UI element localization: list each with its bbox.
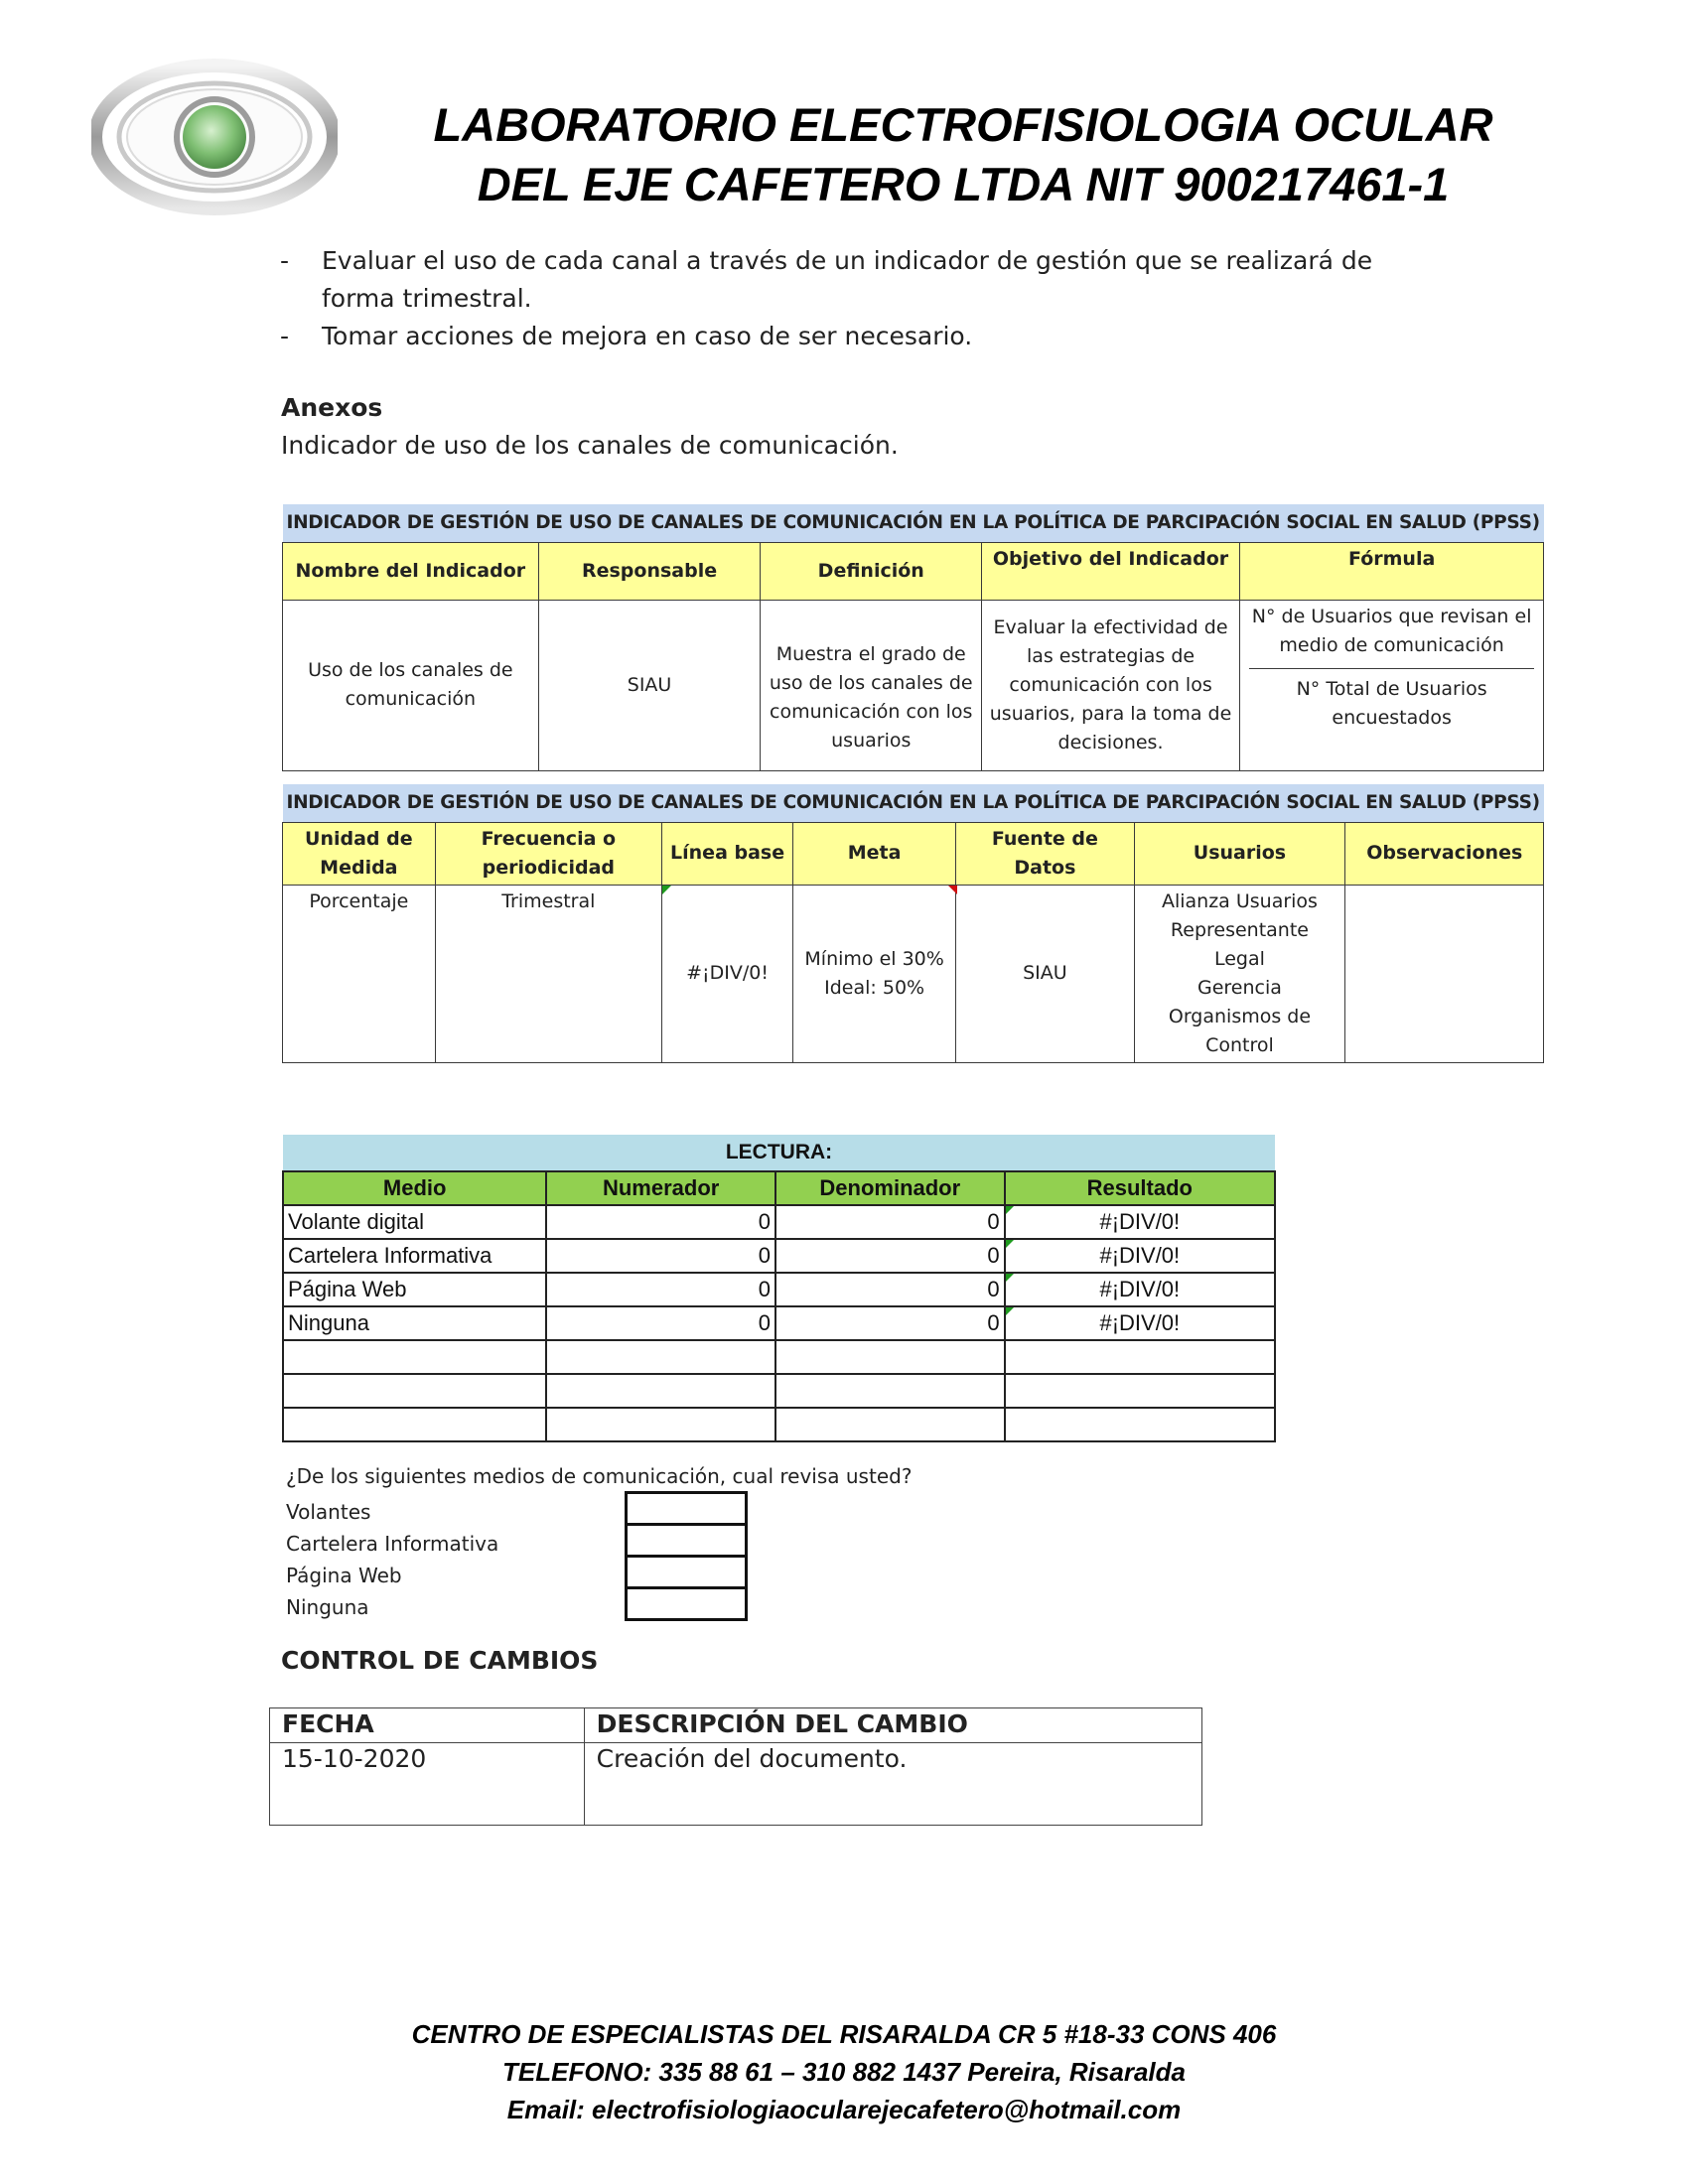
cell-nombre: Uso de los canales de comunicación [283,600,539,770]
header-formula: Fórmula [1239,542,1543,600]
table-row [283,1273,1275,1306]
cell-resultado [1005,1306,1275,1340]
cell-denominador: 0 [775,1306,1005,1340]
cell-resultado [1005,1239,1275,1273]
resultado-value: #¡DIV/0! [1099,1277,1181,1301]
usuarios-line: Gerencia [1197,976,1282,999]
cell-usuarios [1134,885,1344,1062]
cell-fecha: 15-10-2020 [270,1743,585,1826]
header-resultado: Resultado [1005,1171,1275,1205]
indicator-table-1 [282,504,1544,771]
bullet-text: Tomar acciones de mejora en caso de ser necesario. [322,322,973,350]
survey-question: ¿De los siguientes medios de comunicación, cual revisa usted? [286,1464,913,1488]
comment-marker [1006,1206,1014,1214]
header-numerador: Numerador [546,1171,775,1205]
cell-denominador: 0 [775,1239,1005,1273]
cell-responsable: SIAU [538,600,761,770]
header-fecha: FECHA [270,1708,585,1743]
table-row [283,1205,1275,1239]
usuarios-line: Representante [1170,918,1309,941]
resultado-value: #¡DIV/0! [1099,1209,1181,1234]
usuarios-line: Legal [1213,947,1265,970]
table-row [283,1239,1275,1273]
title-line-1: LABORATORIO ELECTROFISIOLOGIA OCULAR [433,98,1493,151]
header-descripcion: DESCRIPCIÓN DEL CAMBIO [584,1708,1201,1743]
header-definicion: Definición [761,542,982,600]
answer-box[interactable] [625,1491,748,1526]
empty-row [283,1408,1275,1441]
lectura-title: LECTURA: [283,1135,1275,1171]
linea-base-value: #¡DIV/0! [686,962,770,984]
header-denominador: Denominador [775,1171,1005,1205]
anexos-heading: Anexos [281,393,383,422]
comment-marker [662,886,671,894]
header-nombre: Nombre del Indicador [283,542,539,600]
header-fuente: Fuente de Datos [956,822,1135,885]
cell-medio: Ninguna [283,1306,546,1340]
empty-row [283,1374,1275,1408]
option-label: Cartelera Informativa [286,1532,499,1556]
header-unidad: Unidad de Medida [283,822,436,885]
answer-box[interactable] [625,1586,748,1621]
cell-numerador: 0 [546,1273,775,1306]
cell-numerador: 0 [546,1306,775,1340]
footer-phone: TELEFONO: 335 88 61 – 310 882 1437 Pereira, Risaralda [502,2057,1186,2087]
cell-numerador: 0 [546,1239,775,1273]
lectura-table [282,1135,1276,1442]
resultado-value: #¡DIV/0! [1099,1310,1181,1335]
comment-marker [1006,1274,1014,1282]
footer-email: Email: electrofisiologiaocularejecafetero@hotmail.com [506,2095,1182,2124]
page-footer [298,2015,1390,2128]
bullet-text: Evaluar el uso de cada canal a través de un indicador de gestión que se realizará de forma trimestral. [322,246,1373,313]
comment-marker [948,886,957,894]
cell-unidad: Porcentaje [283,885,436,1062]
answer-boxes [625,1491,748,1621]
cell-observaciones [1345,885,1544,1062]
indicator-band-title: INDICADOR DE GESTIÓN DE USO DE CANALES DE COMUNICACIÓN EN LA POLÍTICA DE PARCIPACIÓN SOCIAL EN SALUD (PPSS) [283,504,1544,542]
bullet-dash: - [280,246,290,275]
cell-resultado [1005,1205,1275,1239]
survey-options [286,1496,498,1623]
option-label: Página Web [286,1564,402,1587]
cell-formula [1239,600,1543,770]
meta-line-1: Mínimo el 30% [804,947,944,970]
answer-box[interactable] [625,1523,748,1558]
bullet-item [280,318,1432,355]
header-meta: Meta [793,822,956,885]
cell-denominador: 0 [775,1205,1005,1239]
cell-objetivo: Evaluar la efectividad de las estrategias de comunicación con los usuarios, para la toma de decisiones. [982,600,1240,770]
header-objetivo: Objetivo del Indicador [982,542,1240,600]
indicator-table-2 [282,784,1544,1063]
usuarios-line: Control [1205,1033,1274,1056]
bullet-item [280,242,1432,318]
control-heading: CONTROL DE CAMBIOS [281,1646,599,1675]
table-row [270,1743,1202,1826]
eye-logo-icon [91,58,338,216]
cell-numerador: 0 [546,1205,775,1239]
formula-numerator: N° de Usuarios que revisan el medio de comunicación [1251,605,1532,656]
header-frecuencia: Frecuencia o periodicidad [435,822,661,885]
cell-medio: Página Web [283,1273,546,1306]
cell-meta [793,885,956,1062]
option-label: Ninguna [286,1595,369,1619]
bullet-list [280,242,1432,355]
anexos-text: Indicador de uso de los canales de comunicación. [281,431,899,460]
title-line-2: DEL EJE CAFETERO LTDA NIT 900217461-1 [477,158,1450,210]
table-row [283,1306,1275,1340]
footer-address: CENTRO DE ESPECIALISTAS DEL RISARALDA CR 5 #18-33 CONS 406 [411,2019,1277,2049]
cell-definicion: Muestra el grado de uso de los canales de comunicación con los usuarios [761,600,982,770]
cell-frecuencia: Trimestral [435,885,661,1062]
resultado-value: #¡DIV/0! [1099,1243,1181,1268]
answer-box[interactable] [625,1555,748,1589]
cell-linea-base [661,885,792,1062]
formula-divider [1249,668,1534,669]
comment-marker [1006,1240,1014,1248]
header-linea-base: Línea base [661,822,792,885]
control-table [269,1707,1202,1826]
usuarios-line: Organismos de [1168,1005,1312,1027]
header-medio: Medio [283,1171,546,1205]
bullet-dash: - [280,322,290,350]
header-observaciones: Observaciones [1345,822,1544,885]
meta-line-2: Ideal: 50% [824,976,925,999]
cell-descripcion: Creación del documento. [584,1743,1201,1826]
cell-medio: Volante digital [283,1205,546,1239]
header-responsable: Responsable [538,542,761,600]
cell-denominador: 0 [775,1273,1005,1306]
formula-denominator: N° Total de Usuarios encuestados [1296,677,1487,729]
empty-row [283,1340,1275,1374]
cell-resultado [1005,1273,1275,1306]
cell-fuente: SIAU [956,885,1135,1062]
cell-medio: Cartelera Informativa [283,1239,546,1273]
indicator-band-title: INDICADOR DE GESTIÓN DE USO DE CANALES DE COMUNICACIÓN EN LA POLÍTICA DE PARCIPACIÓN SOCIAL EN SALUD (PPSS) [283,784,1544,822]
option-label: Volantes [286,1500,371,1524]
header-usuarios: Usuarios [1134,822,1344,885]
usuarios-line: Alianza Usuarios [1161,889,1318,912]
comment-marker [1006,1307,1014,1315]
page-title [427,95,1499,214]
